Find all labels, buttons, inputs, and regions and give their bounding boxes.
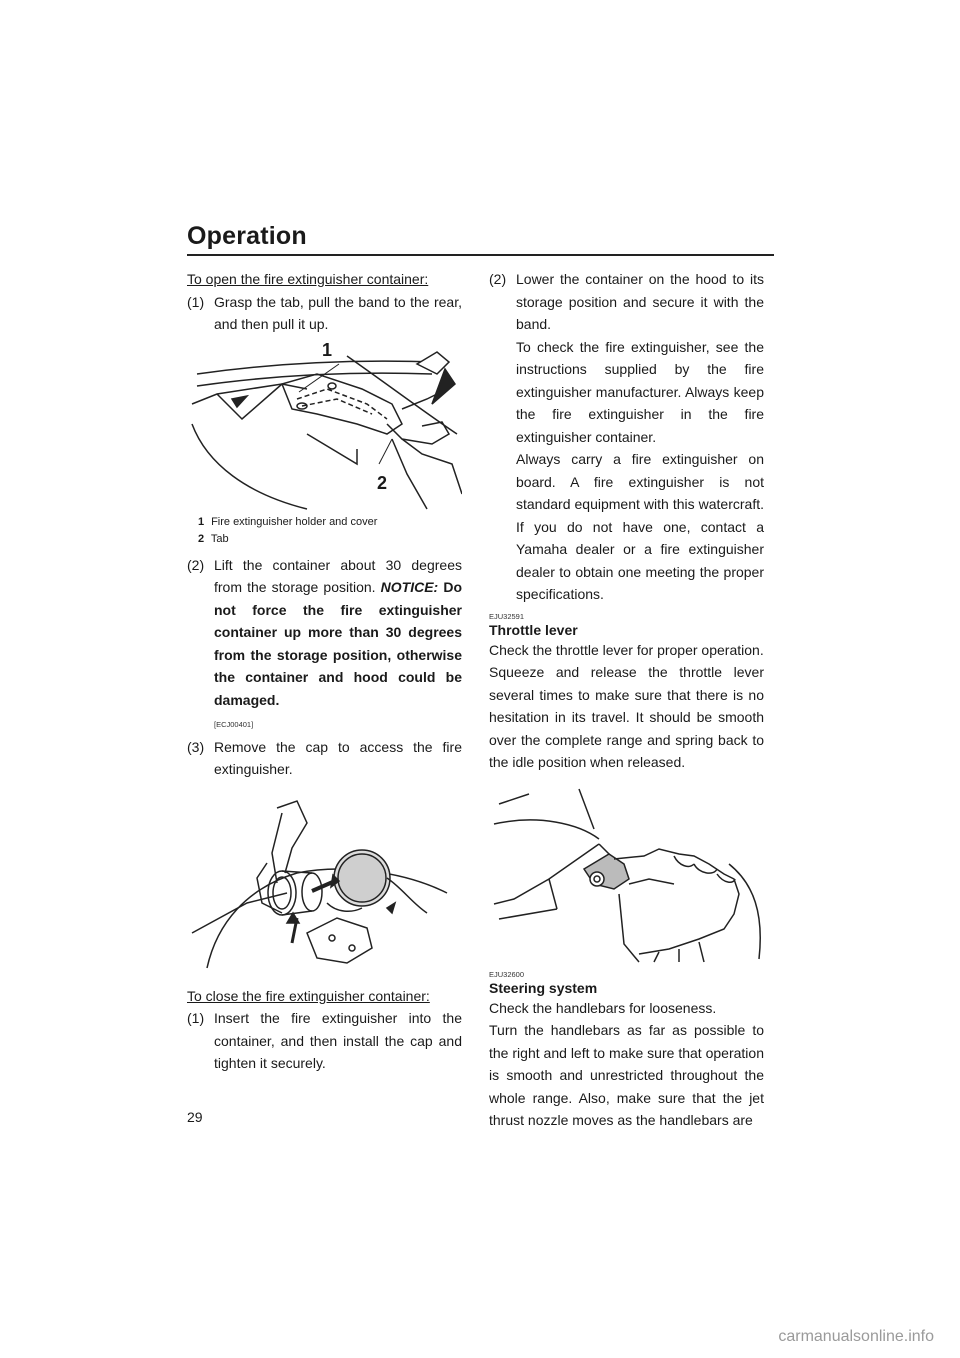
figure-cap-removal xyxy=(187,793,462,973)
close-step-1 xyxy=(187,1007,462,1075)
steering-text-1: Check the handlebars for looseness. xyxy=(489,999,717,1016)
figure-holder-and-tab xyxy=(187,339,462,514)
legend-item: 1 Fire extinguisher holder and cover xyxy=(198,515,378,528)
step-text: Lift the container about 30 degrees from the storage position. xyxy=(214,556,462,595)
watermark: carmanualsonline.info xyxy=(778,1328,934,1345)
section-code: EJU32600 xyxy=(489,969,525,979)
close-step-2 xyxy=(489,268,764,336)
left-column xyxy=(187,268,462,1075)
close-section-title: To close the fire extinguisher container: xyxy=(187,987,430,1004)
figure-label-2: 2 xyxy=(377,472,388,493)
notice-text: Do not force the fire extinguisher container up more than 30 degrees from the storage position, otherwise the container and hood could be damaged. xyxy=(214,579,462,708)
steering-text-2: Turn the handlebars as far as possible to the right and left to make sure that operation is smooth and unrestricted throughout the whole range. Also, make sure that the jet thrust nozzle moves as the handlebars are xyxy=(489,1022,764,1128)
section-code: EJU32591 xyxy=(489,611,525,621)
open-section-title: To open the fire extinguisher container: xyxy=(187,271,429,287)
open-step-1 xyxy=(187,291,462,336)
figure-throttle-lever xyxy=(489,784,764,964)
notice-label: NOTICE: xyxy=(380,579,439,595)
open-step-2 xyxy=(187,554,462,734)
open-step-3 xyxy=(187,736,462,781)
notice-code: [ECJ00401] xyxy=(214,720,254,729)
holder-illustration xyxy=(187,344,462,514)
legend-item: 2 Tab xyxy=(198,532,229,545)
step-number: (1) xyxy=(187,1010,205,1026)
step-text: Lower the container on the hood to its storage position and secure it with the band. xyxy=(516,271,764,332)
right-column xyxy=(489,268,764,1132)
page-number: 29 xyxy=(187,1109,203,1125)
extinguisher-carry-text: Always carry a fire extinguisher on board. A fire extinguisher is not standard equipment with this watercraft. If you do not have one, contact a Yamaha dealer or a fire extinguisher dealer to obtain one meeting the proper specifications. xyxy=(516,451,764,602)
steering-heading: Steering system xyxy=(489,979,598,996)
figure-label-1: 1 xyxy=(322,339,333,360)
step-number: (2) xyxy=(187,556,205,573)
step-text: Grasp the tab, pull the band to the rear, and then pull it up. xyxy=(214,293,462,332)
step-text: Insert the fire extinguisher into the container, and then install the cap and tighten it securely. xyxy=(214,1010,462,1071)
step-number: (1) xyxy=(187,293,205,310)
throttle-heading: Throttle lever xyxy=(489,621,578,638)
header-rule xyxy=(187,254,774,256)
step-number: (3) xyxy=(187,738,205,755)
throttle-text-1: Check the throttle lever for proper operation. xyxy=(489,641,764,658)
step-text: Remove the cap to access the fire extinguisher. xyxy=(214,738,462,777)
throttle-illustration xyxy=(489,784,764,964)
extinguisher-check-text: To check the fire extinguisher, see the instructions supplied by the fire extinguisher manufacturer. Always keep the fire extinguisher in the fire extinguisher container. xyxy=(516,338,764,445)
figure-legend xyxy=(187,514,462,548)
throttle-text-2: Squeeze and release the throttle lever several times to make sure that there is no hesitation in its travel. It should be smooth over the complete range and spring back to the idle position when released. xyxy=(489,664,764,770)
step-number: (2) xyxy=(489,271,507,287)
page-title: Operation xyxy=(187,222,307,250)
cap-illustration xyxy=(187,793,462,973)
